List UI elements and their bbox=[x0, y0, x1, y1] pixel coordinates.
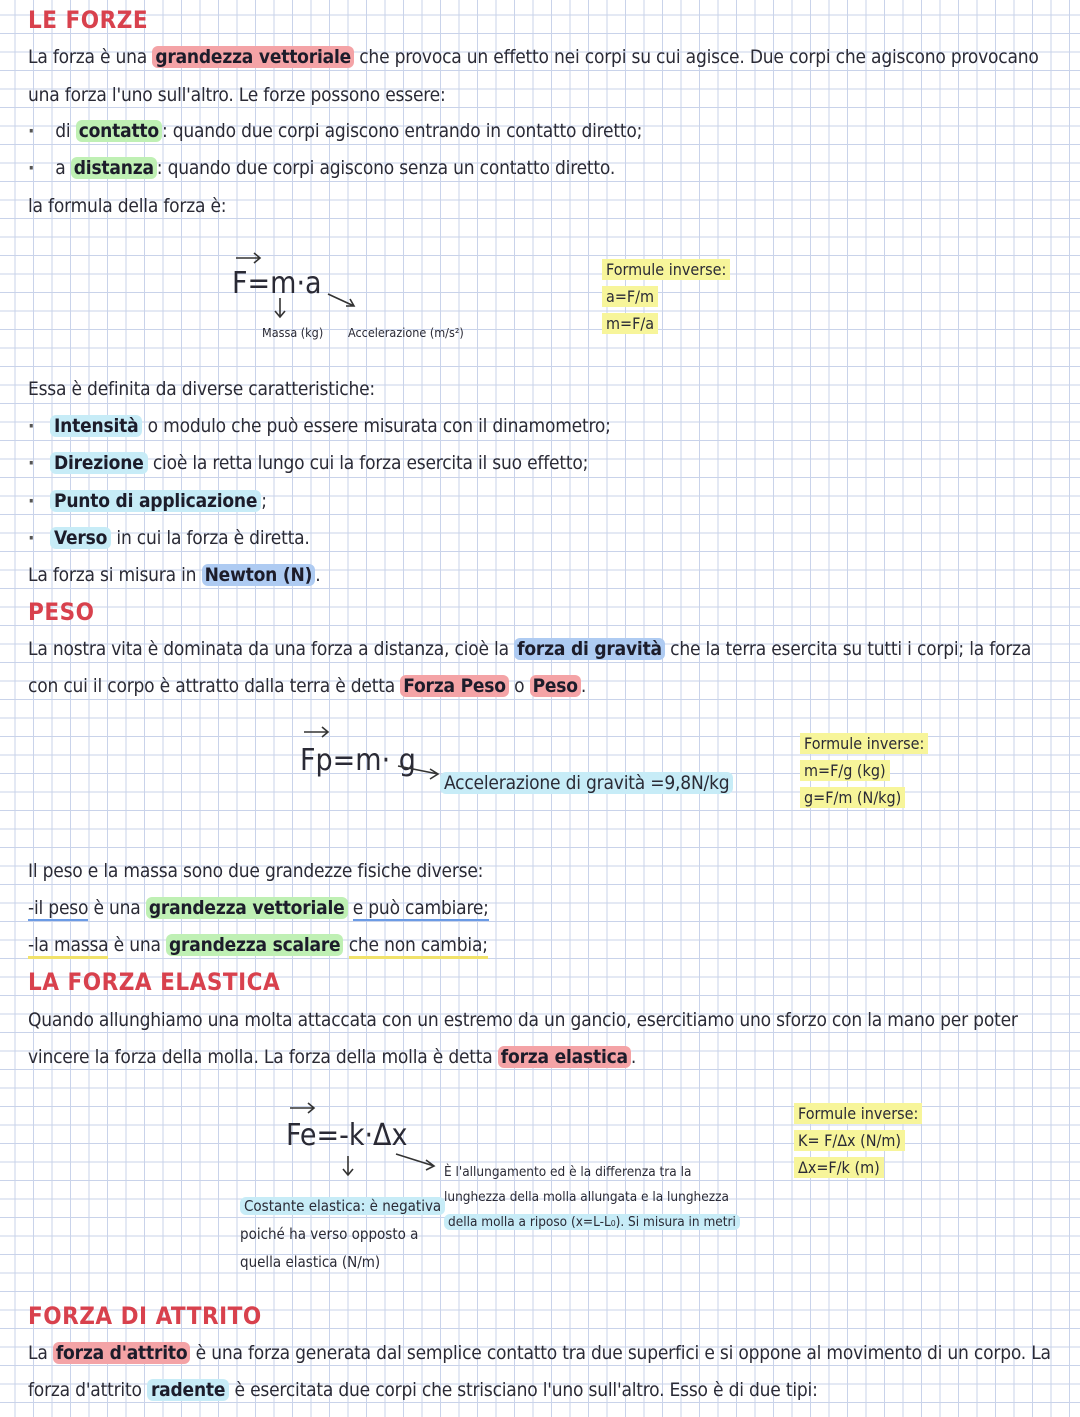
bullet-icon: · bbox=[28, 120, 35, 142]
paragraph-line bbox=[28, 675, 586, 697]
text: ; bbox=[261, 490, 267, 512]
paragraph-line bbox=[28, 46, 1039, 68]
text: è una forza generata dal semplice contatto tra due superfici e si oppone al movimento di un corpo. La bbox=[195, 1342, 1051, 1364]
highlight-term: distanza bbox=[73, 157, 154, 179]
section-title-forze: LE FORZE bbox=[28, 6, 149, 34]
list-item bbox=[28, 490, 267, 512]
highlight-term: grandezza vettoriale bbox=[148, 897, 345, 919]
text: e può cambiare; bbox=[352, 897, 489, 919]
accel-label: Accelerazione (m/s²) bbox=[348, 325, 464, 340]
bullet-icon: · bbox=[28, 490, 35, 512]
highlight-term: forza di gravità bbox=[517, 638, 662, 660]
massa-label: Massa (kg) bbox=[262, 325, 324, 340]
text: Costante elastica: è negativa bbox=[240, 1197, 445, 1215]
text: -il peso bbox=[28, 897, 89, 919]
formula-force: F=m·a bbox=[232, 266, 322, 301]
text: o bbox=[514, 675, 525, 697]
highlight-term: Newton (N) bbox=[204, 564, 313, 586]
inverse-formula: a=F/m bbox=[602, 286, 658, 307]
text: La nostra vita è dominata da una forza a distanza, cioè la bbox=[28, 638, 509, 660]
text: forza d'attrito bbox=[28, 1379, 142, 1401]
paragraph-line bbox=[28, 1046, 636, 1068]
text: vincere la forza della molla. La forza della molla è detta bbox=[28, 1046, 493, 1068]
k-note bbox=[240, 1192, 445, 1276]
text: è esercitata due corpi che strisciano l'uno sull'altro. Esso è di due tipi: bbox=[234, 1379, 818, 1401]
list-item bbox=[28, 120, 642, 142]
inverse-formula: m=F/g (kg) bbox=[800, 760, 890, 781]
highlight-term: forza elastica bbox=[500, 1046, 628, 1068]
inverse-box bbox=[800, 730, 928, 811]
section-title-peso: PESO bbox=[28, 598, 95, 626]
highlight-term: grandezza scalare bbox=[169, 934, 341, 956]
formula-arrows bbox=[230, 250, 370, 330]
gravity-text: Accelerazione di gravità =9,8N/kg bbox=[440, 772, 733, 794]
inverse-formula: Δx=F/k (m) bbox=[794, 1157, 884, 1178]
section-title-elastica: LA FORZA ELASTICA bbox=[28, 968, 281, 996]
text: poiché ha verso opposto a bbox=[240, 1225, 419, 1243]
highlight-term: Peso bbox=[532, 675, 578, 697]
gravity-label bbox=[440, 772, 733, 794]
list-item bbox=[28, 934, 488, 956]
highlight-term: contatto bbox=[78, 120, 159, 142]
list-item bbox=[28, 897, 489, 919]
bullet-icon: · bbox=[28, 157, 35, 179]
text: . bbox=[630, 1046, 637, 1068]
text: : quando due corpi agiscono senza un contatto diretto. bbox=[156, 157, 616, 179]
paragraph-line bbox=[28, 1342, 1051, 1364]
text: cioè la retta lungo cui la forza esercita il suo effetto; bbox=[152, 452, 589, 474]
text: in cui la forza è diretta. bbox=[116, 527, 310, 549]
text: è una bbox=[113, 934, 161, 956]
inverse-formula: K= F/Δx (N/m) bbox=[794, 1130, 905, 1151]
highlight-term: Verso bbox=[54, 527, 108, 549]
inverse-formula: g=F/m (N/kg) bbox=[800, 787, 905, 808]
text: La forza è una bbox=[28, 46, 148, 68]
text: della molla a riposo (x=L-L₀). Si misura in metri bbox=[444, 1214, 740, 1230]
highlight-term: grandezza vettoriale bbox=[155, 46, 351, 68]
paragraph-line bbox=[28, 638, 1031, 660]
inverse-formula: m=F/a bbox=[602, 313, 658, 334]
formula-arrows bbox=[298, 724, 448, 784]
bullet-icon: · bbox=[28, 452, 35, 474]
inverse-box bbox=[602, 256, 730, 337]
text: con cui il corpo è attratto dalla terra è detta bbox=[28, 675, 396, 697]
highlight-term: Forza Peso bbox=[403, 675, 506, 697]
highlight-term: forza d'attrito bbox=[55, 1342, 188, 1364]
paragraph-line: Il peso e la massa sono due grandezze fisiche diverse: bbox=[28, 860, 484, 882]
text: : quando due corpi agiscono entrando in contatto diretto; bbox=[161, 120, 643, 142]
list-item bbox=[28, 415, 611, 437]
highlight-term: radente bbox=[150, 1379, 226, 1401]
highlight-term: Punto di applicazione bbox=[54, 490, 258, 512]
paragraph-line: una forza l'uno sull'altro. Le forze possono essere: bbox=[28, 84, 446, 106]
inverse-box bbox=[794, 1100, 922, 1181]
paragraph-line: la formula della forza è: bbox=[28, 195, 227, 217]
text: . bbox=[580, 675, 587, 697]
text: -la massa bbox=[28, 934, 108, 959]
paragraph-line bbox=[28, 1379, 818, 1401]
paragraph-line: Quando allunghiamo una molta attaccata con un estremo da un gancio, esercitiamo uno sforzo con la mano per poter bbox=[28, 1009, 1018, 1031]
inverse-title: Formule inverse: bbox=[602, 259, 730, 280]
formula-weight: Fp=m· g bbox=[300, 743, 416, 778]
paragraph-line bbox=[28, 564, 320, 586]
text: . bbox=[315, 564, 321, 586]
paragraph-line: Essa è definita da diverse caratteristiche: bbox=[28, 378, 375, 400]
highlight-term: Intensità bbox=[54, 415, 139, 437]
text: è una bbox=[93, 897, 141, 919]
bullet-icon: · bbox=[28, 527, 35, 549]
text: che non cambia; bbox=[349, 934, 488, 959]
list-item bbox=[28, 527, 310, 549]
text: quella elastica (N/m) bbox=[240, 1253, 381, 1271]
section-title-attrito: FORZA DI ATTRITO bbox=[28, 1302, 262, 1330]
text: che la terra esercita su tutti i corpi; la forza bbox=[670, 638, 1032, 660]
text: È l'allungamento ed è la differenza tra la bbox=[444, 1164, 692, 1180]
text: di bbox=[55, 120, 71, 142]
text: a bbox=[55, 157, 66, 179]
text: La forza si misura in bbox=[28, 564, 197, 586]
inverse-title: Formule inverse: bbox=[794, 1103, 922, 1124]
text: lunghezza della molla allungata e la lunghezza bbox=[444, 1189, 729, 1205]
text: La bbox=[28, 1342, 48, 1364]
x-note bbox=[444, 1160, 740, 1235]
bullet-icon: · bbox=[28, 415, 35, 437]
list-item bbox=[28, 452, 588, 474]
highlight-term: Direzione bbox=[54, 452, 144, 474]
formula-arrows bbox=[284, 1100, 444, 1180]
text: o modulo che può essere misurata con il dinamometro; bbox=[147, 415, 611, 437]
text: che provoca un effetto nei corpi su cui agisce. Due corpi che agiscono provocano bbox=[359, 46, 1039, 68]
inverse-title: Formule inverse: bbox=[800, 733, 928, 754]
formula-elastic: Fe=-k·Δx bbox=[286, 1118, 408, 1153]
list-item bbox=[28, 157, 615, 179]
